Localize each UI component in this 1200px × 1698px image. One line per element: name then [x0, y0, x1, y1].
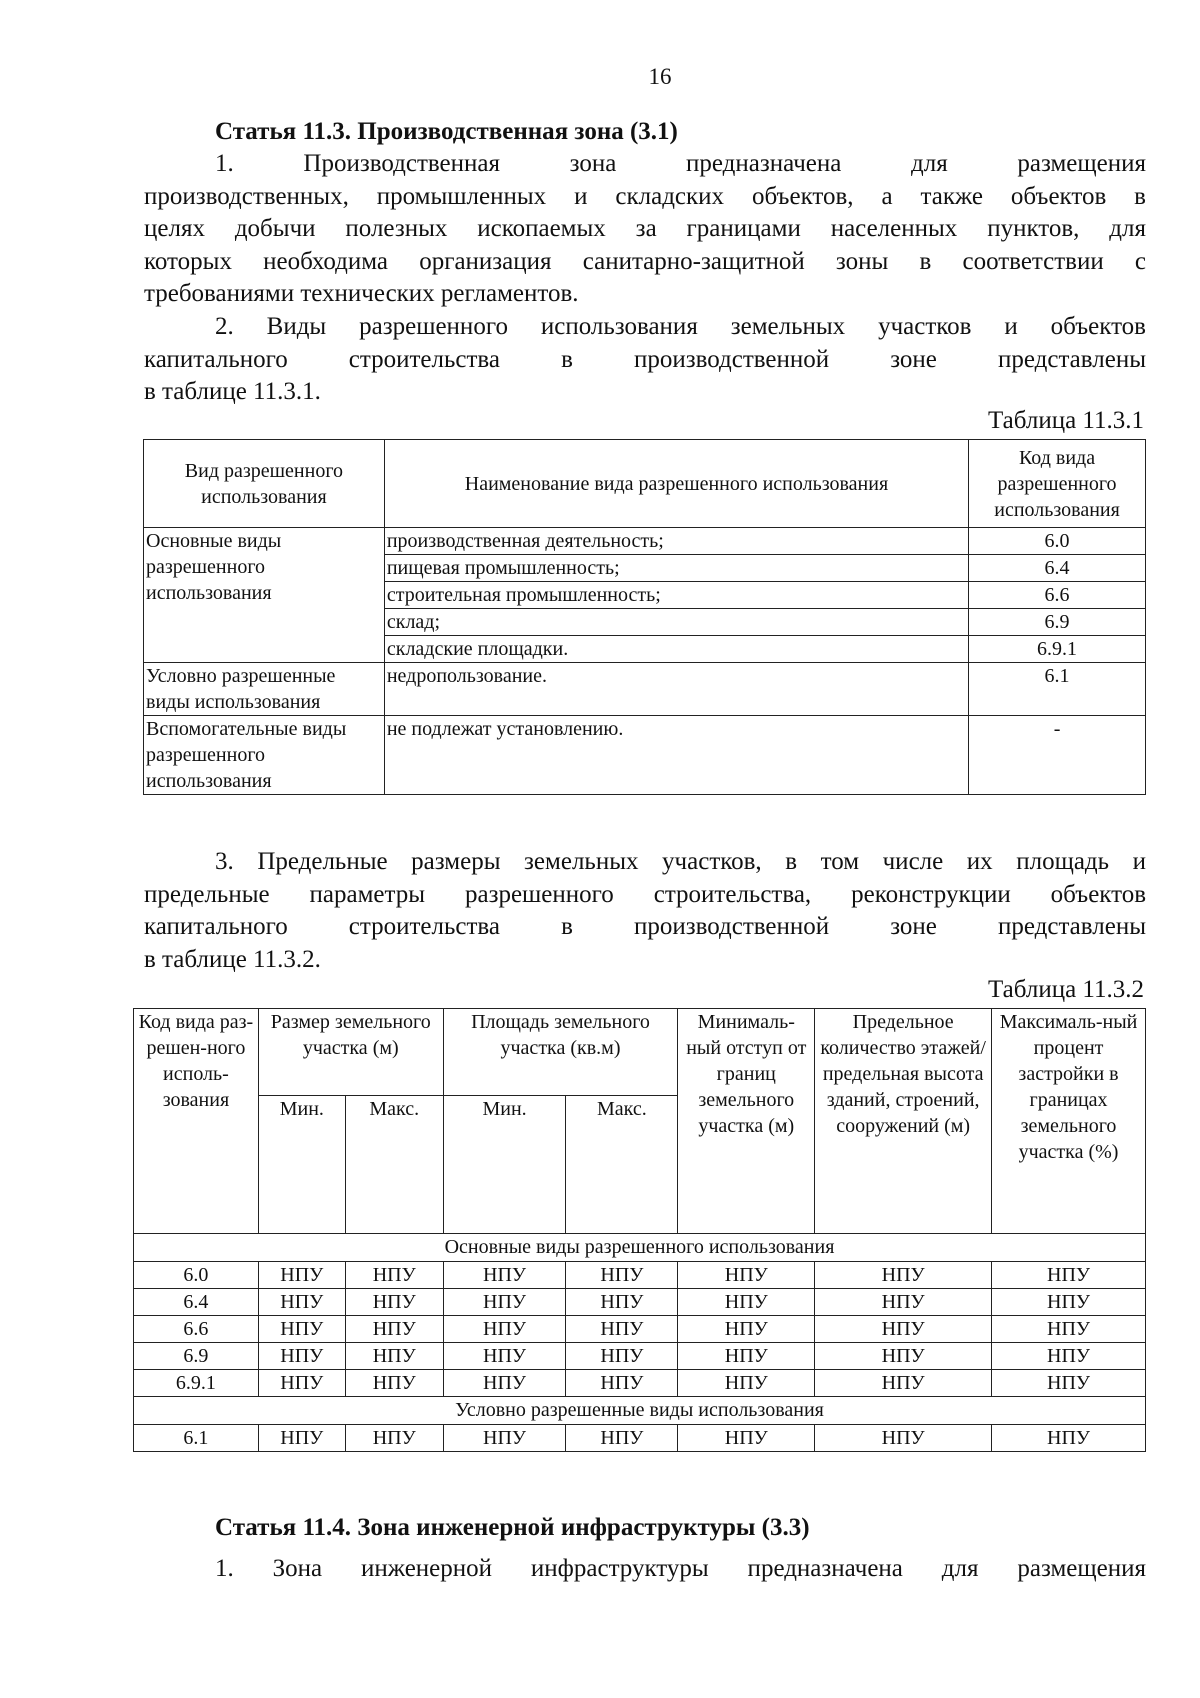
table-cell: НПУ	[815, 1316, 992, 1343]
header-setback: Минималь-ный отступ от границ земельного участка (м)	[678, 1009, 815, 1234]
table-cell: НПУ	[258, 1370, 345, 1397]
table-row	[134, 1316, 1146, 1343]
header-code: Код вида раз-решен-ного исполь-зования	[134, 1009, 259, 1234]
table-cell: НПУ	[815, 1425, 992, 1452]
table-row	[134, 1425, 1146, 1452]
page-number: 16	[648, 64, 672, 89]
paragraph-line: 2. Виды разрешенного использования земельных участков и объектов	[215, 313, 1146, 340]
table-cell: 6.1	[134, 1425, 259, 1452]
table-cell: 6.6	[134, 1316, 259, 1343]
header-area-min: Мин.	[443, 1096, 566, 1234]
table-cell: НПУ	[566, 1343, 678, 1370]
table-cell: НПУ	[345, 1425, 443, 1452]
paragraph-line: 1. Зона инженерной инфраструктуры предназначена для размещения	[215, 1555, 1146, 1582]
table-11-3-1-caption: Таблица 11.3.1	[988, 407, 1144, 434]
table-cell: НПУ	[678, 1343, 815, 1370]
table-cell: НПУ	[566, 1289, 678, 1316]
use-name: склад;	[384, 609, 968, 636]
table-row	[134, 1262, 1146, 1289]
paragraph-line: капитального строительства в производственной зоне представлены	[144, 345, 1146, 373]
paragraph-line: 3. Предельные размеры земельных участков, в том числе их площадь и	[215, 848, 1146, 875]
table-header-cell: Наименование вида разрешенного использования	[384, 440, 968, 528]
table-11-3-2	[133, 1008, 1146, 1452]
paragraph-2	[144, 311, 1146, 409]
paragraph-line: в таблице 11.3.1.	[144, 378, 321, 405]
table-cell: НПУ	[258, 1289, 345, 1316]
use-name: производственная деятельность;	[384, 528, 968, 555]
use-code: 6.6	[969, 582, 1146, 609]
table-cell: НПУ	[992, 1289, 1146, 1316]
table-cell: НПУ	[815, 1262, 992, 1289]
use-name: складские площадки.	[384, 636, 968, 663]
table-cell: 6.4	[134, 1289, 259, 1316]
paragraph-line: предельные параметры разрешенного строительства, реконструкции объектов	[144, 880, 1146, 908]
table-cell: НПУ	[566, 1262, 678, 1289]
table-cell: НПУ	[443, 1262, 566, 1289]
group-label: Вспомогательные виды разрешенного использования	[144, 716, 385, 795]
header-size: Размер земельного участка (м)	[258, 1009, 443, 1096]
table-cell: НПУ	[443, 1370, 566, 1397]
group-label: Условно разрешенные виды использования	[144, 663, 385, 716]
header-floors: Предельное количество этажей/ предельная высота зданий, строений, сооружений (м)	[815, 1009, 992, 1234]
paragraph-line: производственных, промышленных и складских объектов, а также объектов в	[144, 182, 1146, 210]
table-cell: НПУ	[815, 1289, 992, 1316]
table-cell: 6.9.1	[134, 1370, 259, 1397]
use-code: 6.0	[969, 528, 1146, 555]
table-cell: НПУ	[258, 1316, 345, 1343]
paragraph-line: целях добычи полезных ископаемых за границами населенных пунктов, для	[144, 215, 1146, 242]
table-cell: НПУ	[815, 1370, 992, 1397]
use-name: пищевая промышленность;	[384, 555, 968, 582]
paragraph-1	[144, 148, 1146, 311]
table-cell: НПУ	[566, 1370, 678, 1397]
paragraph-line: 1. Производственная зона предназначена для размещения	[215, 150, 1146, 177]
table-cell: НПУ	[443, 1316, 566, 1343]
table-header-cell: Вид разрешенного использования	[144, 440, 385, 528]
use-code: 6.4	[969, 555, 1146, 582]
article-11-4-title: Статья 11.4. Зона инженерной инфраструктуры (3.3)	[215, 1514, 810, 1541]
group-label: Основные виды разрешенного использования	[144, 528, 385, 663]
table-11-3-1	[143, 439, 1146, 795]
header-area-max: Макс.	[566, 1096, 678, 1234]
table-cell: НПУ	[345, 1289, 443, 1316]
paragraph-line: требованиями технических регламентов.	[144, 280, 579, 307]
table-cell: НПУ	[443, 1425, 566, 1452]
table-row	[144, 663, 1146, 716]
table-row	[134, 1289, 1146, 1316]
paragraph-4	[144, 1553, 1146, 1586]
table-row	[134, 1370, 1146, 1397]
use-code: 6.9.1	[969, 636, 1146, 663]
use-code: -	[969, 716, 1146, 795]
table-cell: 6.0	[134, 1262, 259, 1289]
table-cell: НПУ	[992, 1262, 1146, 1289]
table-row	[134, 1343, 1146, 1370]
table-cell: НПУ	[443, 1289, 566, 1316]
table-cell: НПУ	[258, 1262, 345, 1289]
table-cell: НПУ	[345, 1262, 443, 1289]
table-cell: НПУ	[678, 1316, 815, 1343]
table-cell: НПУ	[345, 1370, 443, 1397]
paragraph-3	[144, 846, 1146, 976]
table-cell: НПУ	[992, 1316, 1146, 1343]
table-cell: НПУ	[566, 1425, 678, 1452]
paragraph-line: в таблице 11.3.2.	[144, 945, 321, 973]
header-area: Площадь земельного участка (кв.м)	[443, 1009, 678, 1096]
table-cell: НПУ	[678, 1370, 815, 1397]
table-cell: НПУ	[345, 1343, 443, 1370]
header-size-min: Мин.	[258, 1096, 345, 1234]
section-conditional: Условно разрешенные виды использования	[134, 1397, 1146, 1425]
use-name: недропользование.	[384, 663, 968, 716]
table-11-3-2-caption: Таблица 11.3.2	[988, 976, 1144, 1003]
table-cell: НПУ	[992, 1370, 1146, 1397]
table-cell: 6.9	[134, 1343, 259, 1370]
table-row	[144, 716, 1146, 795]
table-cell: НПУ	[345, 1316, 443, 1343]
table-cell: НПУ	[258, 1343, 345, 1370]
use-code: 6.1	[969, 663, 1146, 716]
table-cell: НПУ	[992, 1343, 1146, 1370]
header-coverage: Максималь-ный процент застройки в границах земельного участка (%)	[992, 1009, 1146, 1234]
table-cell: НПУ	[678, 1425, 815, 1452]
article-11-3-title: Статья 11.3. Производственная зона (3.1)	[215, 118, 678, 145]
paragraph-line: которых необходима организация санитарно-защитной зоны в соответствии с	[144, 247, 1146, 275]
table-header-cell: Код вида разрешенного использования	[969, 440, 1146, 528]
table-row	[144, 528, 1146, 555]
section-main: Основные виды разрешенного использования	[134, 1234, 1146, 1262]
paragraph-line: капитального строительства в производственной зоне представлены	[144, 913, 1146, 940]
table-cell: НПУ	[443, 1343, 566, 1370]
table-cell: НПУ	[678, 1289, 815, 1316]
header-size-max: Макс.	[345, 1096, 443, 1234]
use-name: строительная промышленность;	[384, 582, 968, 609]
table-cell: НПУ	[258, 1425, 345, 1452]
table-cell: НПУ	[815, 1343, 992, 1370]
table-cell: НПУ	[566, 1316, 678, 1343]
table-cell: НПУ	[992, 1425, 1146, 1452]
use-name: не подлежат установлению.	[384, 716, 968, 795]
table-cell: НПУ	[678, 1262, 815, 1289]
use-code: 6.9	[969, 609, 1146, 636]
